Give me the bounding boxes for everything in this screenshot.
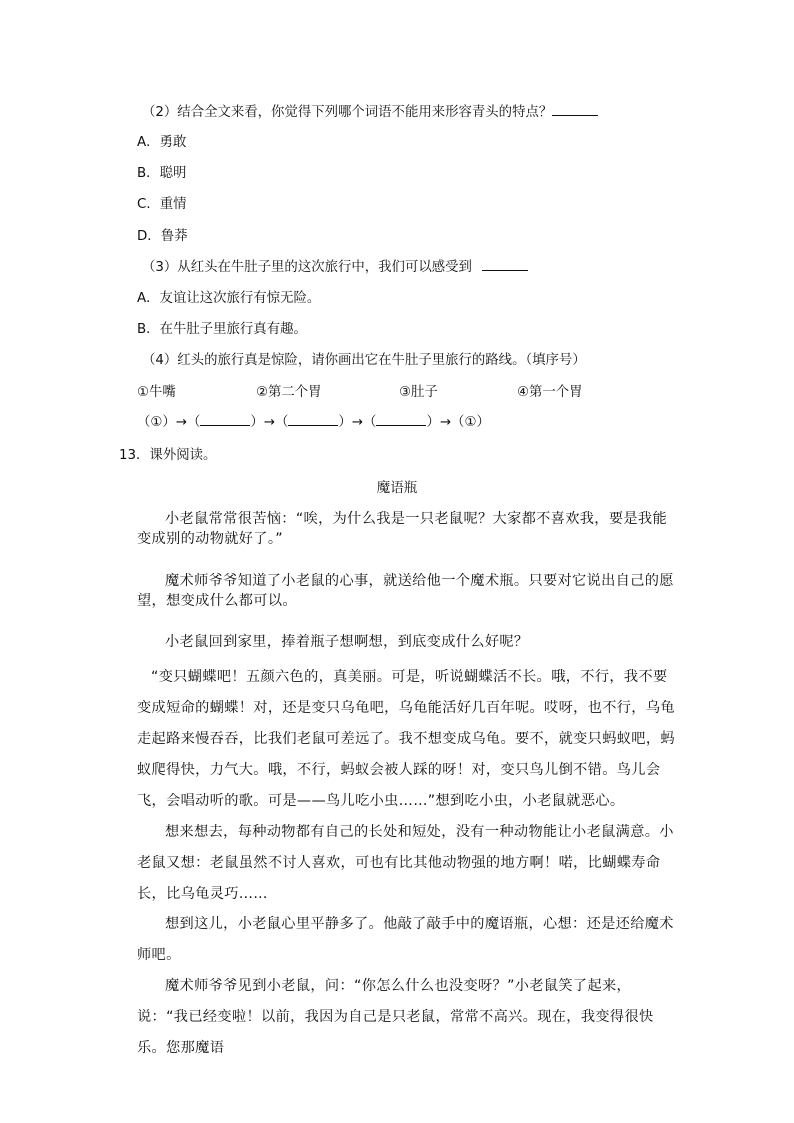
passage-paragraph: 想来想去，每种动物都有自己的长处和短处，没有一种动物能让小老鼠满意。小老鼠又想：老鼠虽然不讨人喜欢，可也有比其他动物强的地方啊！喏，比蝴蝶寿命长，比乌龟灵巧……: [137, 824, 674, 902]
q4-item-2: ②第二个胃: [256, 385, 322, 400]
route-blank[interactable]: [288, 413, 338, 426]
q4-stem: （4）红头的旅行真是惊险，请你画出它在牛肚子里旅行的路线。（填序号）: [142, 353, 586, 368]
passage-paragraph: 魔术师爷爷见到小老鼠，问：“你怎么什么也没变呀？”小老鼠笑了起来，说：“我已经变啦！以前，我因为自己是只老鼠，常常不高兴。现在，我变得很快乐。您那魔语: [137, 978, 654, 1056]
passage-paragraph: 小老鼠回到家里，捧着瓶子想啊想，到底变成什么好呢？: [165, 634, 529, 650]
q3-option-a: A．友谊让这次旅行有惊无险。: [137, 291, 321, 306]
answer-blank[interactable]: [482, 258, 528, 271]
q2-option-d: D．鲁莽: [137, 229, 188, 244]
q3-stem: （3）从红头在牛肚子里的这次旅行中，我们可以感受到: [142, 258, 528, 278]
q4-route: （①）→（ ）→（ ）→（ ）→（①）: [137, 415, 490, 430]
q2-option-b: B．聪明: [137, 166, 187, 181]
answer-blank[interactable]: [552, 103, 598, 116]
q4-item-1: ①牛嘴: [137, 385, 176, 400]
q2-option-a: A．勇敢: [137, 135, 187, 150]
passage-paragraph: 想到这儿，小老鼠心里平静多了。他敲了敲手中的魔语瓶，心想：还是还给魔术师吧。: [137, 916, 674, 963]
route-blank[interactable]: [200, 413, 250, 426]
passage-paragraph: “变只蝴蝶吧！五颜六色的，真美丽。可是，听说蝴蝶活不长。哦，不行，我不要变成短命的蝴蝶！对，还是变只乌龟吧，乌龟能活好几百年呢。哎呀，也不行，乌龟走起路来慢吞吞，比我们老鼠可差远了。我不想变成乌龟。要不，就变只蚂蚁吧，蚂蚁爬得快，力气大。哦，不行，蚂蚁会被人踩的呀！对，变只鸟儿倒不错。鸟儿会飞，会唱动听的歌。可是——鸟儿吃小虫……”想到吃小虫，小老鼠就恶心。: [137, 669, 675, 809]
q13-label: 13．课外阅读。: [119, 448, 217, 463]
q2-stem: （2）结合全文来看，你觉得下列哪个词语不能用来形容青头的特点？: [142, 103, 598, 123]
q4-item-4: ④第一个胃: [517, 385, 583, 400]
passage-paragraph: 魔术师爷爷知道了小老鼠的心事，就送给他一个魔术瓶。只要对它说出自己的愿望，想变成什么都可以。: [137, 573, 674, 609]
q2-option-c: C．重情: [137, 197, 187, 212]
route-blank[interactable]: [376, 413, 426, 426]
q4-item-3: ③肚子: [399, 385, 438, 400]
q3-option-b: B．在牛肚子里旅行真有趣。: [137, 322, 307, 337]
passage-paragraph: 小老鼠常常很苦恼：“唉，为什么我是一只老鼠呢？大家都不喜欢我，要是我能变成别的动物就好了。”: [137, 511, 667, 547]
passage-title: 魔语瓶: [376, 480, 418, 496]
